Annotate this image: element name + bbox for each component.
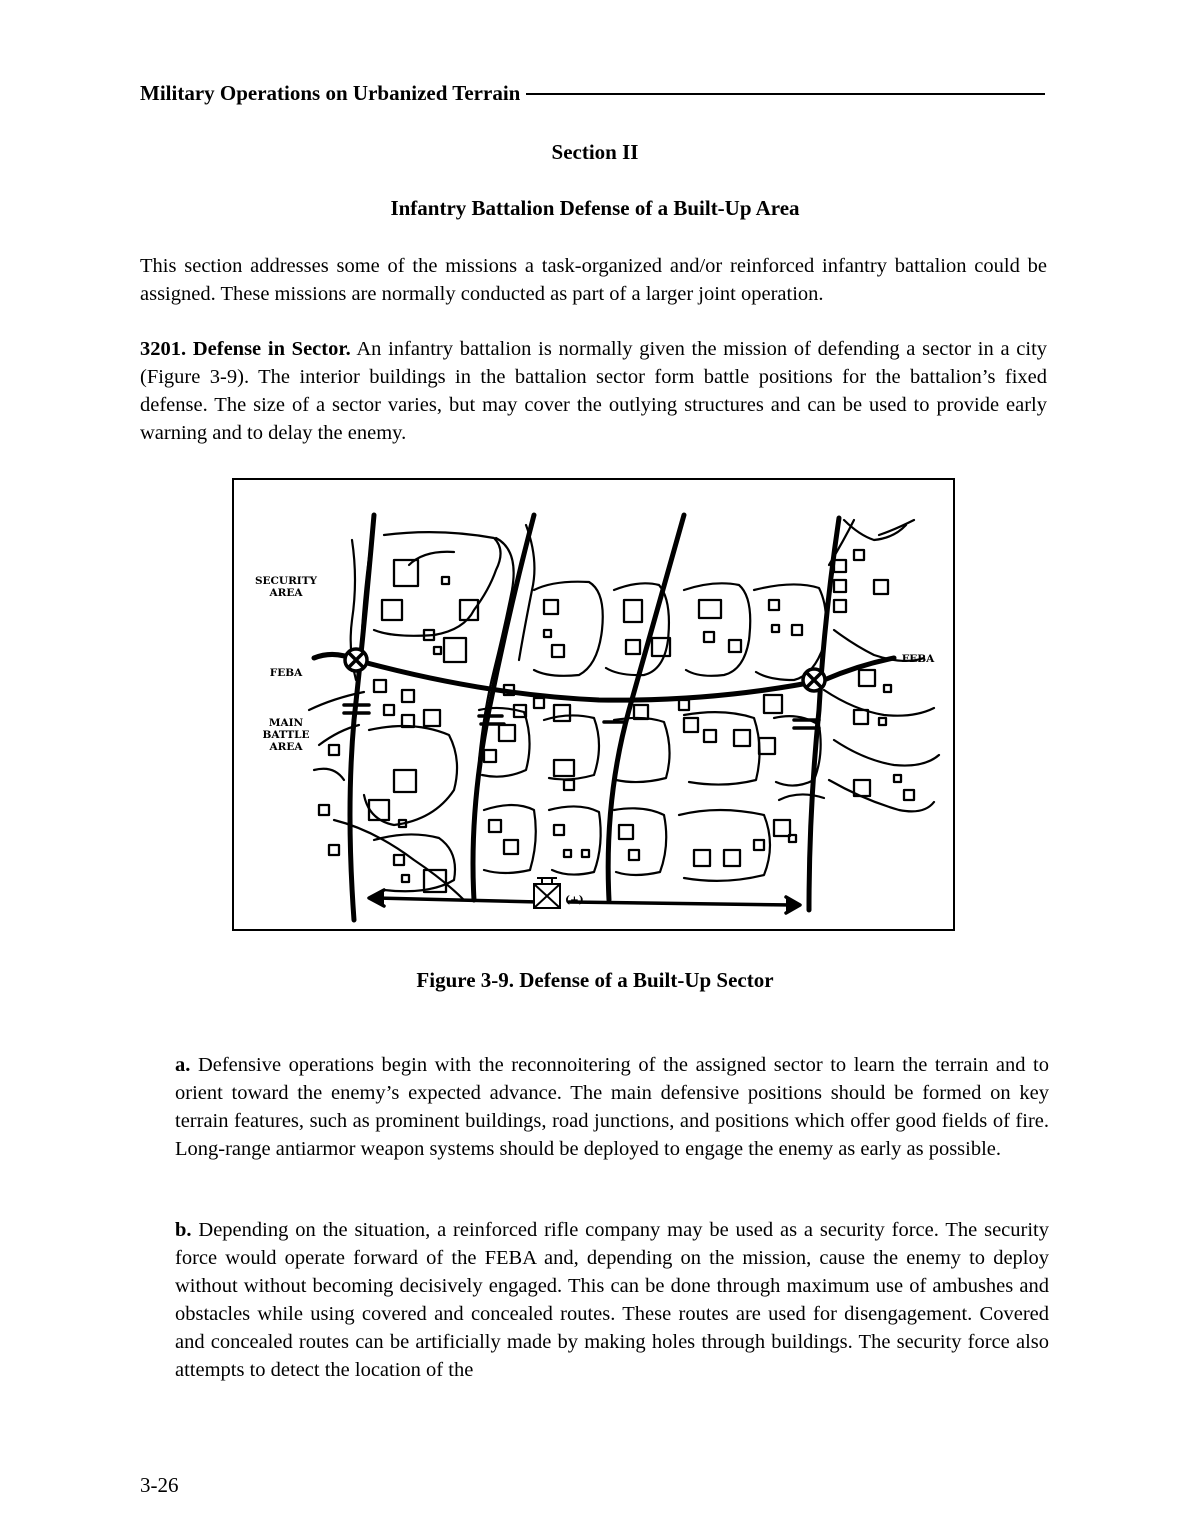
sector-arrow bbox=[369, 890, 800, 913]
paragraph-3201-body: An infantry battalion is normally given the mission of defending a sector in a city (Figure 3-9). The interior buildings in the battalion sector form battle positions for the battalion’s fixed defense. The size of a sector varies, but may cover the outlying structures and can be used to provide early warning and to delay the enemy. bbox=[140, 338, 1048, 444]
label-security-area-2: AREA bbox=[269, 587, 303, 599]
header-rule bbox=[526, 93, 1045, 95]
section-number: Section II bbox=[551, 140, 639, 164]
paragraph-a-label: a. bbox=[175, 1054, 191, 1076]
label-main-battle-area-3: AREA bbox=[269, 741, 303, 753]
page-number: 3-26 bbox=[140, 1473, 179, 1497]
label-unit-size: (+) bbox=[565, 894, 584, 906]
label-feba-right: FEBA bbox=[901, 653, 935, 665]
battalion-unit-symbol bbox=[534, 878, 560, 908]
paragraph-b-body: Depending on the situation, a reinforced rifle company may be used as a security force. The security force would operate forward of the FEBA and, depending on the mission, cause the enemy to deploy without without becoming decisively engaged. This can be done through maximum use of ambushes and obstacles while using covered and concealed routes. These routes are used for disengagement. Covered and concealed routes can be artificially made by making holes through buildings. The security force also attempts to detect the location of the bbox=[175, 1219, 1050, 1381]
paragraph-3201-heading: 3201. Defense in Sector. bbox=[140, 338, 351, 360]
label-main-battle-area-1: MAIN bbox=[268, 717, 304, 729]
figure-caption: Figure 3-9. Defense of a Built-Up Sector bbox=[416, 968, 774, 992]
paragraph-b bbox=[175, 1216, 1049, 1384]
paragraph-3201 bbox=[140, 335, 1047, 447]
paragraph-a-body: Defensive operations begin with the reconnoitering of the assigned sector to learn the terrain and to orient toward the enemy’s expected advance. The main defensive positions should be formed on key terrain features, such as prominent buildings, road junctions, and positions which offer good fields of fire. Long-range antiarmor weapon systems should be deployed to engage the enemy as early as possible. bbox=[175, 1054, 1050, 1160]
label-security-area-1: SECURITY bbox=[254, 575, 318, 587]
label-feba-left: FEBA bbox=[269, 667, 303, 679]
running-header bbox=[140, 78, 1045, 108]
running-header-title: Military Operations on Urbanized Terrain bbox=[140, 80, 521, 105]
intro-paragraph: This section addresses some of the missions a task-organized and/or reinforced infantry battalion could be assigned. These missions are normally conducted as part of a larger joint operation. bbox=[140, 255, 1047, 305]
figure-3-9 bbox=[232, 478, 955, 931]
sector-map bbox=[234, 480, 953, 929]
street-outlines bbox=[309, 520, 939, 900]
paragraph-b-label: b. bbox=[175, 1219, 192, 1241]
label-main-battle-area-2: BATTLE bbox=[262, 729, 310, 741]
paragraph-a bbox=[175, 1051, 1049, 1163]
section-title: Infantry Battalion Defense of a Built-Up Area bbox=[390, 196, 800, 220]
